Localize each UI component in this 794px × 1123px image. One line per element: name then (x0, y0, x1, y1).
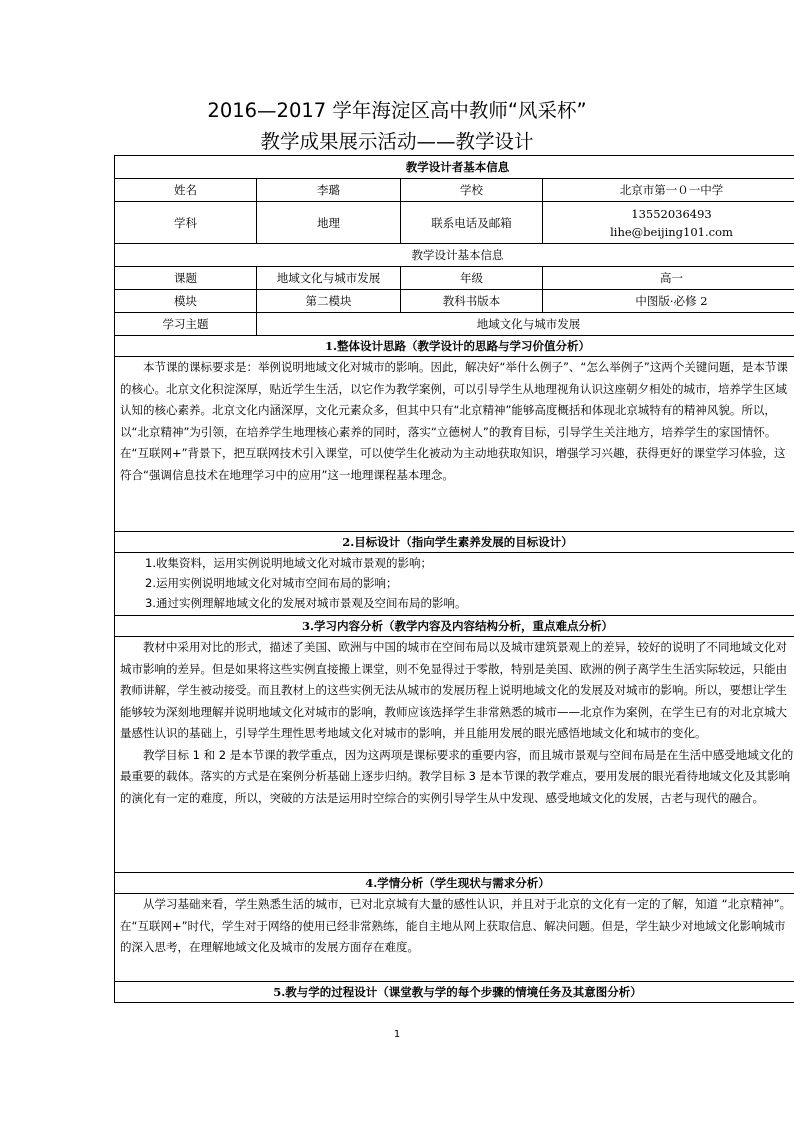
name-value: 李璐 (257, 179, 401, 202)
lesson-design-table (114, 155, 794, 1003)
theme-label: 学习主题 (115, 313, 257, 336)
textbook-label: 教科书版本 (401, 290, 543, 313)
grade-label: 年级 (401, 267, 543, 290)
section1-body (115, 357, 794, 532)
section3-body (115, 637, 794, 873)
goal-item-3: 3.通过实例理解地域文化的发展对城市景观及空间布局的影响。 (145, 596, 467, 610)
goal-item-1: 1.收集资料，运用实例说明地域文化对城市景观的影响； (145, 556, 432, 570)
email-address: lihe@beijing101.com (610, 224, 733, 239)
design-info-header: 教学设计基本信息 (115, 244, 794, 267)
module-value: 第二模块 (257, 290, 401, 313)
module-label: 模块 (115, 290, 257, 313)
designer-info-header: 教学设计者基本信息 (115, 156, 794, 179)
theme-value: 地域文化与城市发展 (257, 313, 794, 336)
section5-header: 5.教与学的过程设计（课堂教与学的每个步骤的情境任务及其意图分析） (115, 982, 794, 1003)
grade-value: 高一 (543, 267, 794, 290)
textbook-value: 中图版·必修 2 (543, 290, 794, 313)
school-label: 学校 (401, 179, 543, 202)
section4-body (115, 894, 794, 982)
phone-number: 13552036493 (631, 206, 712, 221)
topic-label: 课题 (115, 267, 257, 290)
document-title-line2: 教学成果展示活动——教学设计 (260, 130, 534, 153)
school-value: 北京市第一０一中学 (543, 179, 794, 202)
section1-text: 本节课的课标要求是：举例说明地域文化对城市的影响。因此，解决好“举什么例子”、“怎么举例子”这两个关键问题，是本节课的核心。北京文化积淀深厚，贴近学生生活，以它作为教学案例，可以引导学生从地理视角认识这座朝夕相处的城市，培养学生区域认知的核心素养。北京文化内涵深厚，文化元素众多，但其中只有“北京精神”能够高度概括和体现北京城特有的精神风貌。所以，以“北京精神”为引领，在培养学生地理核心素养的同时，落实“立德树人”的教育目标，引导学生关注地方，培养学生的家国情怀。在“互联网+”背景下，把互联网技术引入课堂，可以使学生化被动为主动地获取知识，增强学习兴趣，获得更好的课堂学习体验，这符合“强调信息技术在地理学习中的应用”这一地理课程基本理念。 (120, 360, 788, 482)
section3-header: 3.学习内容分析（教学内容及内容结构分析，重点难点分析） (115, 616, 794, 637)
subject-label: 学科 (115, 202, 257, 244)
contact-label: 联系电话及邮箱 (401, 202, 543, 244)
topic-value: 地域文化与城市发展 (257, 267, 401, 290)
subject-value: 地理 (257, 202, 401, 244)
page-number: 1 (393, 1029, 401, 1040)
section4-text: 从学习基础来看，学生熟悉生活的城市，已对北京城有大量的感性认识，并且对于北京的文化有一定的了解，知道 “北京精神”。在“互联网+”时代，学生对于网络的使用已经非常熟练，能自主地从网上获取信息、解决问题。但是，学生缺少对地域文化影响城市的深入思考，在理解地域文化及城市的发展方面存在难度。 (120, 897, 792, 954)
name-label: 姓名 (115, 179, 257, 202)
goal-item-2: 2.运用实例说明地域文化对城市空间布局的影响； (145, 576, 398, 590)
document-title-line1: 2016—2017 学年海淀区高中教师“风采杯” (207, 99, 587, 122)
section1-header: 1.整体设计思路（教学设计的思路与学习价值分析） (115, 336, 794, 357)
section3-para1: 教材中采用对比的形式，描述了美国、欧洲与中国的城市在空间布局以及城市建筑景观上的差异，较好的说明了不同地域文化对城市影响的差异。但是如果将这些实例直接搬上课堂，则不免显得过于零散，特别是美国、欧洲的例子离学生生活实际较远，只能由教师讲解，学生被动接受。而且教材上的这些实例无法从城市的发展历程上说明地域文化的发展及对城市的影响。所以，要想让学生能够较为深刻地理解并说明地域文化对城市的影响，教师应该选择学生非常熟悉的城市——北京作为案例，在学生已有的对北京城大量感性认识的基础上，引导学生理性思考地域文化对城市的影响，并且能用发展的眼光感悟地域文化和城市的变化。 (120, 640, 787, 740)
section2-body (115, 553, 794, 616)
section4-header: 4.学情分析（学生现状与需求分析） (115, 873, 794, 894)
section2-header: 2.目标设计（指向学生素养发展的目标设计） (115, 532, 794, 553)
section3-para2: 教学目标 1 和 2 是本节课的教学重点，因为这两项是课标要求的重要内容，而且城市景观与空间布局是在生活中感受地域文化的最重要的载体。落实的方式是在案例分析基础上逐步归纳。教学目标 3 是本节课的教学难点，要用发展的眼光看待地域文化及其影响的演化有一定的难度，所以，突破的方法是运用时空综合的实例引导学生从中发现、感受地域文化的发展，古老与现代的融合。 (120, 747, 794, 805)
contact-value (543, 202, 794, 244)
